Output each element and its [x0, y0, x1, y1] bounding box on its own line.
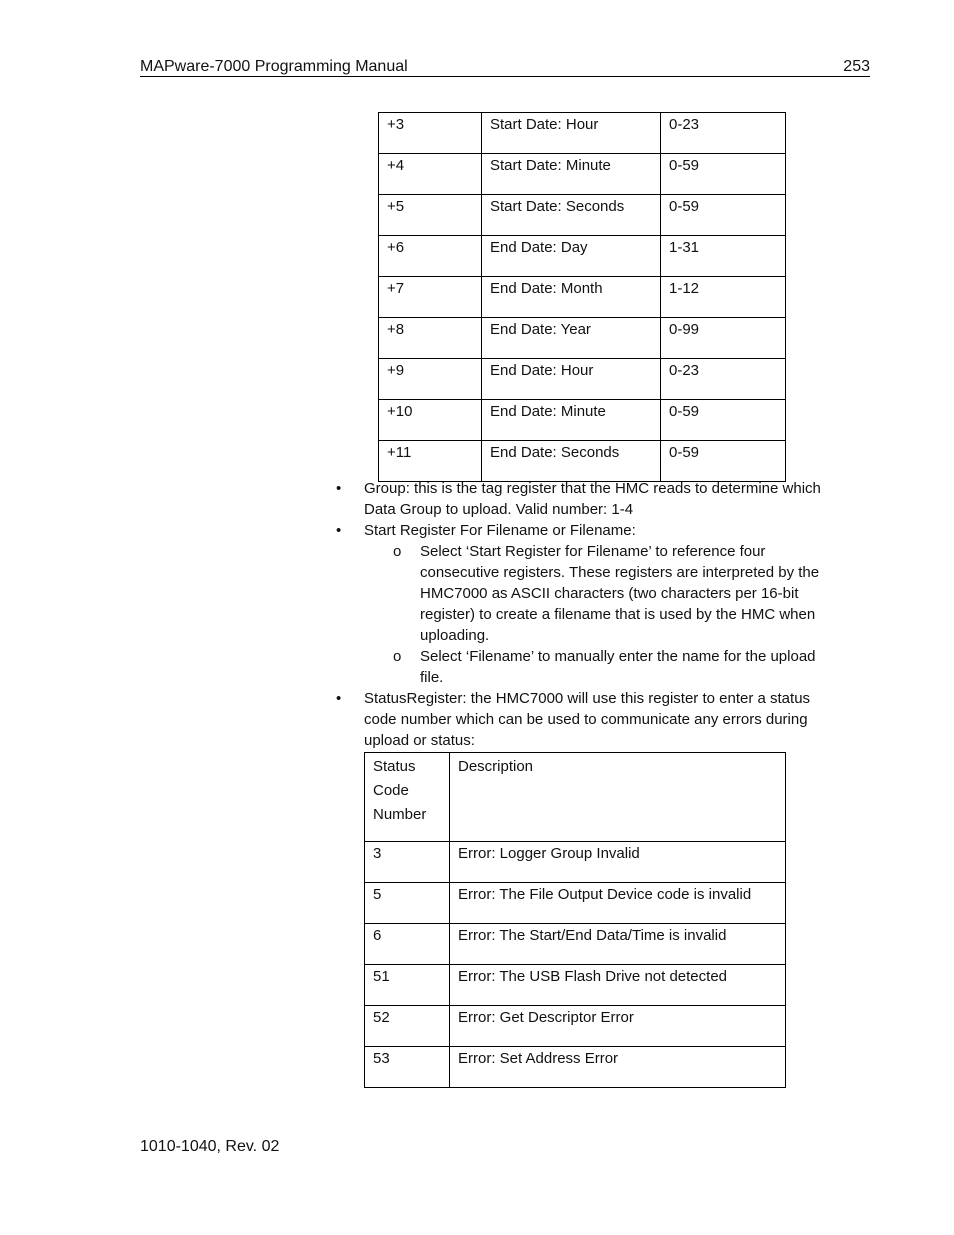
table-row [379, 277, 786, 318]
description-cell: Error: Get Descriptor Error [450, 1006, 786, 1047]
description-cell: Start Date: Hour [482, 113, 661, 154]
offset-cell: +10 [379, 400, 482, 441]
table-row [365, 1047, 786, 1088]
bullet-text: Group: this is the tag register that the HMC reads to determine which Data Group to upload. Valid number: 1-4 [364, 480, 821, 518]
sub-bullet-icon: o [393, 543, 402, 560]
offset-cell: +11 [379, 441, 482, 482]
range-cell: 0-59 [661, 195, 786, 236]
range-cell: 0-23 [661, 113, 786, 154]
page-number: 253 [843, 58, 870, 75]
table-row [379, 113, 786, 154]
description-cell: End Date: Month [482, 277, 661, 318]
table-row [365, 883, 786, 924]
offset-cell: +6 [379, 236, 482, 277]
header-text: Code [373, 782, 409, 799]
offset-cell: +4 [379, 154, 482, 195]
parameter-list [336, 478, 826, 751]
range-cell: 0-23 [661, 359, 786, 400]
code-cell: 53 [365, 1047, 450, 1088]
code-cell: 3 [365, 842, 450, 883]
description-cell: Error: The File Output Device code is invalid [450, 883, 786, 924]
sub-bullet-text: Select ‘Filename’ to manually enter the name for the upload file. [420, 648, 816, 686]
description-cell: End Date: Day [482, 236, 661, 277]
description-header: Description [450, 753, 786, 842]
sub-bullet-text: Select ‘Start Register for Filename’ to reference four consecutive registers. These registers are interpreted by the HMC7000 as ASCII characters (two characters per 16-bit register) to create a filename that is used by the HMC when uploading. [420, 543, 820, 644]
status-code-table [364, 752, 786, 1088]
description-cell: Error: Logger Group Invalid [450, 842, 786, 883]
document-revision: 1010-1040, Rev. 02 [140, 1138, 280, 1155]
sub-bullet-item [336, 646, 826, 688]
description-cell: Start Date: Minute [482, 154, 661, 195]
table-row [379, 154, 786, 195]
status-code-header [365, 753, 450, 842]
table-row [379, 441, 786, 482]
table-header-row [365, 753, 786, 842]
offset-cell: +5 [379, 195, 482, 236]
bullet-icon: • [336, 522, 342, 539]
bullet-item-start-register [336, 520, 826, 541]
bullet-text: Start Register For Filename or Filename: [364, 522, 636, 539]
description-cell: End Date: Year [482, 318, 661, 359]
manual-title: MAPware-7000 Programming Manual [140, 58, 408, 75]
table-row [365, 965, 786, 1006]
description-cell: End Date: Hour [482, 359, 661, 400]
table-row [379, 318, 786, 359]
bullet-item-status-register [336, 688, 826, 751]
header-text: Status [373, 758, 416, 775]
offset-cell: +3 [379, 113, 482, 154]
table-row [379, 195, 786, 236]
table-row [365, 1006, 786, 1047]
table-row [379, 400, 786, 441]
description-cell: Error: The USB Flash Drive not detected [450, 965, 786, 1006]
code-cell: 5 [365, 883, 450, 924]
bullet-item-group [336, 478, 826, 520]
bullet-icon: • [336, 480, 342, 497]
range-cell: 0-59 [661, 400, 786, 441]
code-cell: 52 [365, 1006, 450, 1047]
table-row [365, 924, 786, 965]
code-cell: 6 [365, 924, 450, 965]
table-row [365, 842, 786, 883]
range-cell: 0-59 [661, 154, 786, 195]
sub-bullet-item [336, 541, 826, 646]
description-cell: End Date: Minute [482, 400, 661, 441]
bullet-text: StatusRegister: the HMC7000 will use this register to enter a status code number which can be used to communicate any errors during upload or status: [364, 690, 811, 749]
range-cell: 1-12 [661, 277, 786, 318]
offset-cell: +9 [379, 359, 482, 400]
range-cell: 0-59 [661, 441, 786, 482]
description-cell: End Date: Seconds [482, 441, 661, 482]
offset-cell: +8 [379, 318, 482, 359]
code-cell: 51 [365, 965, 450, 1006]
header-text: Number [373, 806, 427, 823]
range-cell: 1-31 [661, 236, 786, 277]
sub-bullet-icon: o [393, 648, 402, 665]
offset-cell: +7 [379, 277, 482, 318]
range-cell: 0-99 [661, 318, 786, 359]
description-cell: Error: Set Address Error [450, 1047, 786, 1088]
table-row [379, 359, 786, 400]
date-register-table [378, 112, 786, 482]
description-cell: Start Date: Seconds [482, 195, 661, 236]
table-row [379, 236, 786, 277]
bullet-icon: • [336, 690, 342, 707]
description-cell: Error: The Start/End Data/Time is invalid [450, 924, 786, 965]
page-header [140, 57, 870, 77]
